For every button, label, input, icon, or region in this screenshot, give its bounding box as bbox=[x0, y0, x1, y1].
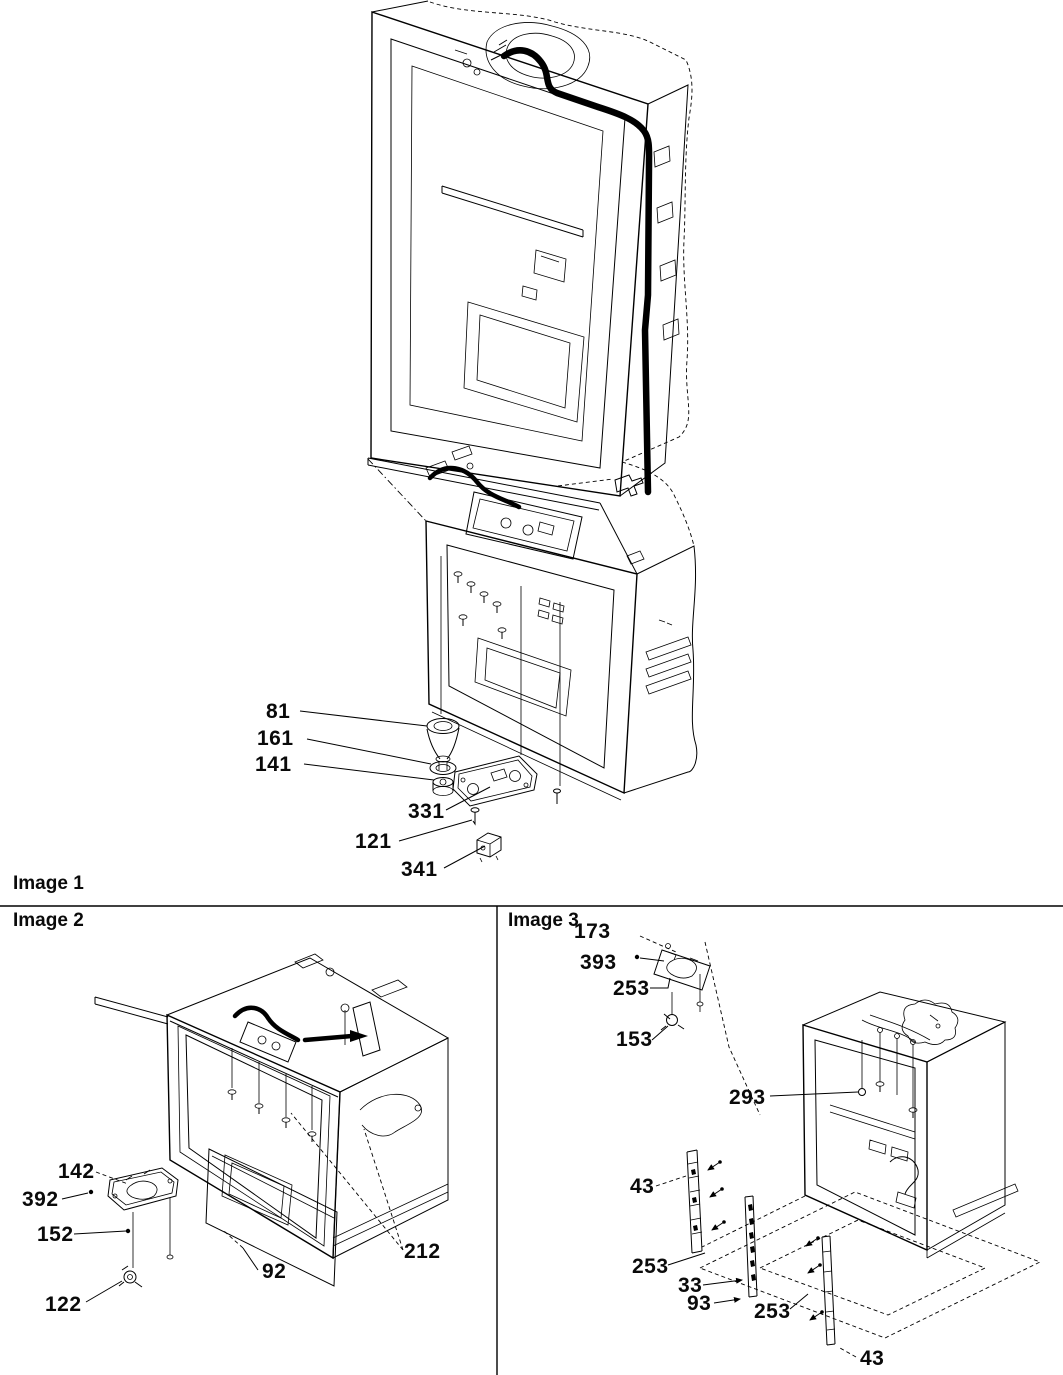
callout-43-a: 43 bbox=[630, 1175, 655, 1198]
callout-33: 33 bbox=[678, 1274, 703, 1297]
callout-161: 161 bbox=[257, 727, 294, 750]
callout-152: 152 bbox=[37, 1223, 74, 1246]
clip-part-122 bbox=[119, 1266, 142, 1287]
image2-leader-lines bbox=[62, 1113, 403, 1302]
callout-293: 293 bbox=[729, 1086, 766, 1109]
part-screw-extra bbox=[554, 789, 561, 804]
part-bracket-331 bbox=[453, 756, 537, 806]
callout-253-c: 253 bbox=[754, 1300, 791, 1323]
callout-122: 122 bbox=[45, 1293, 82, 1316]
callout-141: 141 bbox=[255, 753, 292, 776]
image2-drawing bbox=[62, 954, 448, 1302]
callout-393: 393 bbox=[580, 951, 617, 974]
part-screw-121 bbox=[471, 808, 479, 824]
image1-label: Image 1 bbox=[13, 873, 84, 894]
callout-93: 93 bbox=[687, 1292, 712, 1315]
image1-exploded-parts bbox=[300, 711, 561, 868]
callout-43-b: 43 bbox=[860, 1347, 885, 1370]
callout-142: 142 bbox=[58, 1160, 95, 1183]
hanging-screws bbox=[454, 572, 506, 639]
image2-top-parts bbox=[228, 1002, 380, 1142]
image2-label: Image 2 bbox=[13, 910, 84, 931]
image3-label: Image 3 bbox=[508, 910, 579, 931]
callout-212: 212 bbox=[404, 1240, 441, 1263]
part-grommet-141 bbox=[433, 778, 453, 796]
callout-153: 153 bbox=[616, 1028, 653, 1051]
callout-331: 331 bbox=[408, 800, 445, 823]
callout-392: 392 bbox=[22, 1188, 59, 1211]
callout-173: 173 bbox=[574, 920, 611, 943]
image1-upper-cabinet-drawing bbox=[371, 1, 692, 786]
callout-341: 341 bbox=[401, 858, 438, 881]
rail-33-middle bbox=[745, 1196, 757, 1297]
image3-cabinet bbox=[803, 992, 1018, 1258]
rail-43-right bbox=[822, 1236, 835, 1345]
panel-dividers bbox=[0, 906, 1063, 1375]
screw-arrows-253 bbox=[708, 1160, 824, 1320]
callout-81: 81 bbox=[266, 700, 291, 723]
image1-leader-lines bbox=[300, 711, 490, 868]
callout-253-a: 253 bbox=[613, 977, 650, 1000]
callout-253-b: 253 bbox=[632, 1255, 669, 1278]
clip-part-153 bbox=[661, 1014, 684, 1030]
bracket-assembly-142 bbox=[108, 1168, 178, 1268]
callout-92: 92 bbox=[262, 1260, 287, 1283]
callout-121: 121 bbox=[355, 830, 392, 853]
part-ring-161 bbox=[430, 762, 456, 775]
rail-43-left bbox=[687, 1150, 702, 1253]
part-switch-341 bbox=[477, 833, 501, 862]
image1-freezer-cabinet-drawing bbox=[368, 446, 697, 800]
part-funnel-81 bbox=[427, 719, 459, 771]
